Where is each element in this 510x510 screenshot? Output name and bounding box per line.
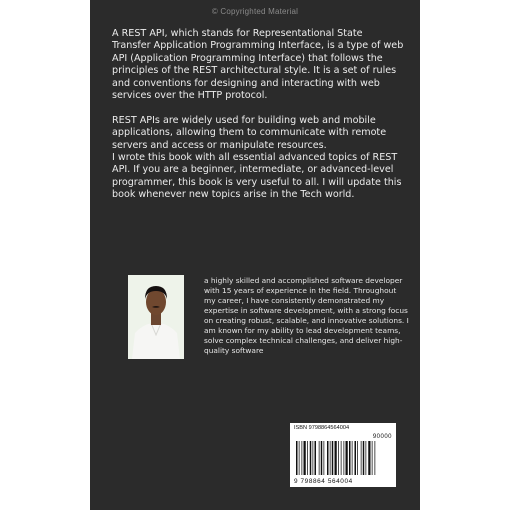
copyright-watermark: © Copyrighted Material: [211, 7, 299, 16]
book-back-cover: [90, 0, 420, 510]
author-photo: [128, 275, 184, 359]
author-bio: a highly skilled and accomplished software developer with 15 years of experience in the field. Throughout my career, I have consistently demonstrated my expertise in software development, with a strong focus on creating robust, scalable, and innovative solutions. I am known for my ability to lead development teams, solve complex technical challenges, and deliver high-quality software: [204, 276, 409, 355]
author-portrait-image: [128, 275, 184, 359]
book-description: [112, 28, 404, 214]
barcode-bars: [296, 441, 392, 475]
description-paragraph-3: I wrote this book with all essential advanced topics of REST API. If you are a beginner, intermediate, or advanced-level programmer, this book is very useful to all. I will update this book whenever new topics arise in the Tech world.: [112, 152, 402, 201]
isbn-digits: 9 798864 564004: [294, 478, 353, 485]
isbn-barcode: [290, 423, 396, 487]
description-paragraph-2: REST APIs are widely used for building web and mobile applications, allowing them to communicate with remote servers and access or manipulate resources.: [112, 114, 387, 151]
isbn-label: ISBN 9798864564004: [294, 425, 350, 431]
description-paragraph-1: A REST API, which stands for Representational State Transfer Application Programming Interface, is a type of web API (Application Programming Interface) that follows the principles of the REST architectural style. It is a set of rules and conventions for designing and interacting with web services over the HTTP protocol.: [112, 28, 404, 102]
price-code: 90000: [372, 434, 392, 440]
